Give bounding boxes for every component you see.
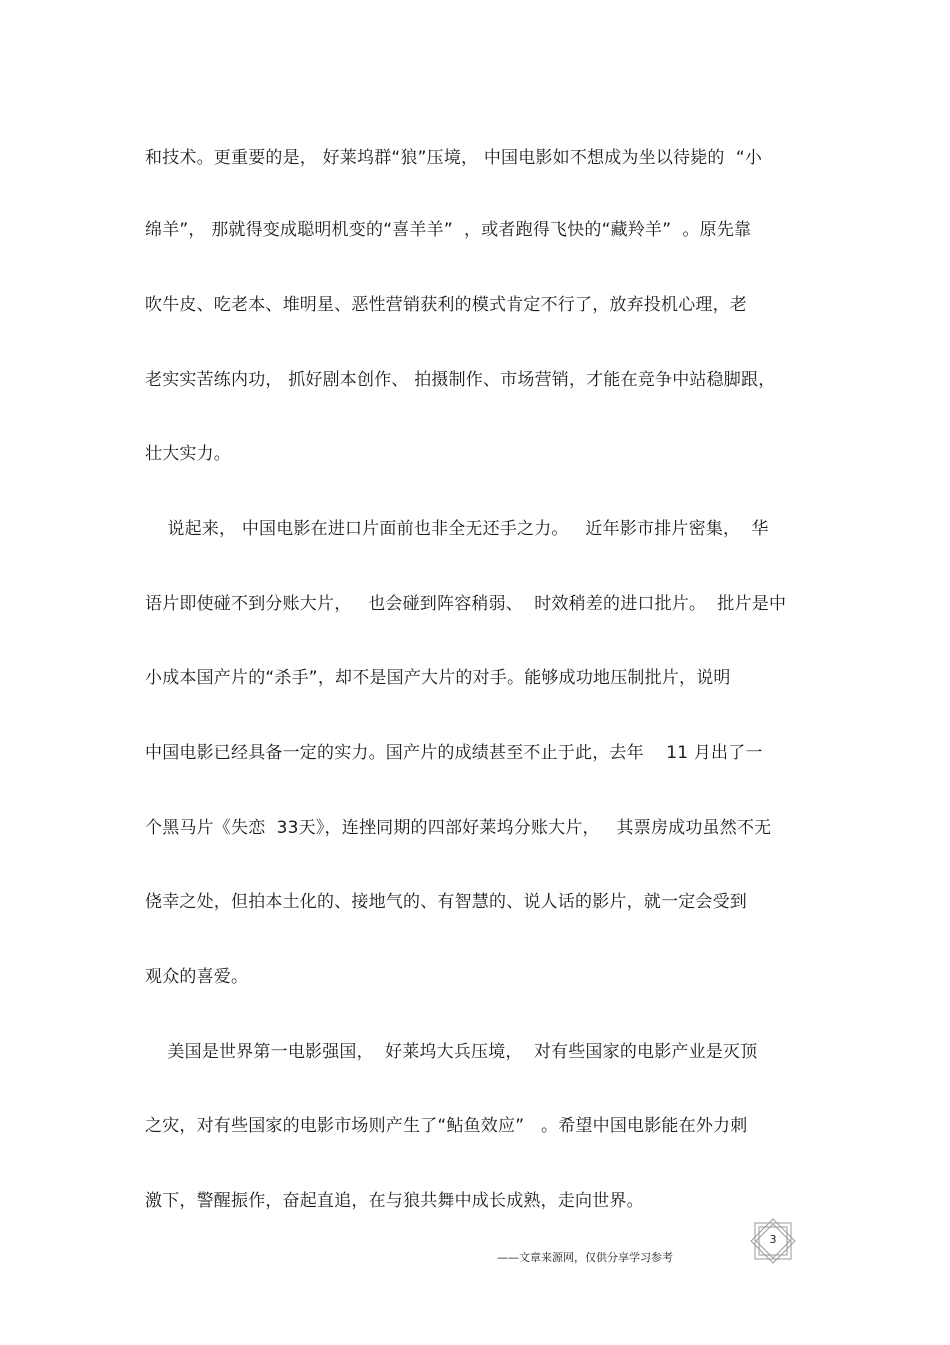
body-text-line: 语片即使碰不到分账大片， 也会碰到阵容稍弱、 时效稍差的进口批片。 批片是中 bbox=[145, 594, 787, 614]
body-text-line: 说起来， 中国电影在进口片面前也非全无还手之力。 近年影市排片密集， 华 bbox=[145, 519, 769, 539]
body-text-line: 小成本国产片的“杀手”，却不是国产大片的对手。能够成功地压制批片，说明 bbox=[145, 668, 731, 688]
body-text-line: 绵羊”， 那就得变成聪明机变的“喜羊羊” ，或者跑得飞快的“藏羚羊” 。原先靠 bbox=[145, 220, 752, 240]
body-text-line: 老实实苦练内功， 抓好剧本创作、 拍摄制作、市场营销，才能在竞争中站稳脚跟， bbox=[145, 370, 776, 390]
body-text-line: 观众的喜爱。 bbox=[145, 967, 249, 987]
page-number-badge bbox=[748, 1218, 798, 1264]
body-text-line: 和技术。更重要的是， 好莱坞群“狼”压境， 中国电影如不想成为坐以待毙的 “小 bbox=[145, 148, 763, 168]
body-text-line: 个黑马片《失恋 33天》，连挫同期的四部好莱坞分账大片， 其票房成功虽然不无 bbox=[145, 818, 772, 838]
body-text-line: 之灾，对有些国家的电影市场则产生了“鲇鱼效应” 。希望中国电影能在外力刺 bbox=[145, 1116, 748, 1136]
body-text-line: 侥幸之处，但拍本土化的、接地气的、有智慧的、说人话的影片，就一定会受到 bbox=[145, 892, 747, 912]
body-text-line: 激下，警醒振作，奋起直追，在与狼共舞中成长成熟，走向世界。 bbox=[145, 1191, 644, 1211]
body-text-line: 壮大实力。 bbox=[145, 444, 231, 464]
body-text-line: 吹牛皮、吃老本、堆明星、恶性营销获利的模式肯定不行了，放弃投机心理，老 bbox=[145, 295, 747, 315]
page-number: 3 bbox=[769, 1233, 777, 1246]
body-text-line: 美国是世界第一电影强国， 好莱坞大兵压境， 对有些国家的电影产业是灭顶 bbox=[145, 1042, 758, 1062]
source-note: ——文章来源网，仅供分享学习参考 bbox=[497, 1251, 673, 1264]
body-text-line: 中国电影已经具备一定的实力。国产片的成绩甚至不止于此，去年 11 月出了一 bbox=[145, 743, 763, 763]
